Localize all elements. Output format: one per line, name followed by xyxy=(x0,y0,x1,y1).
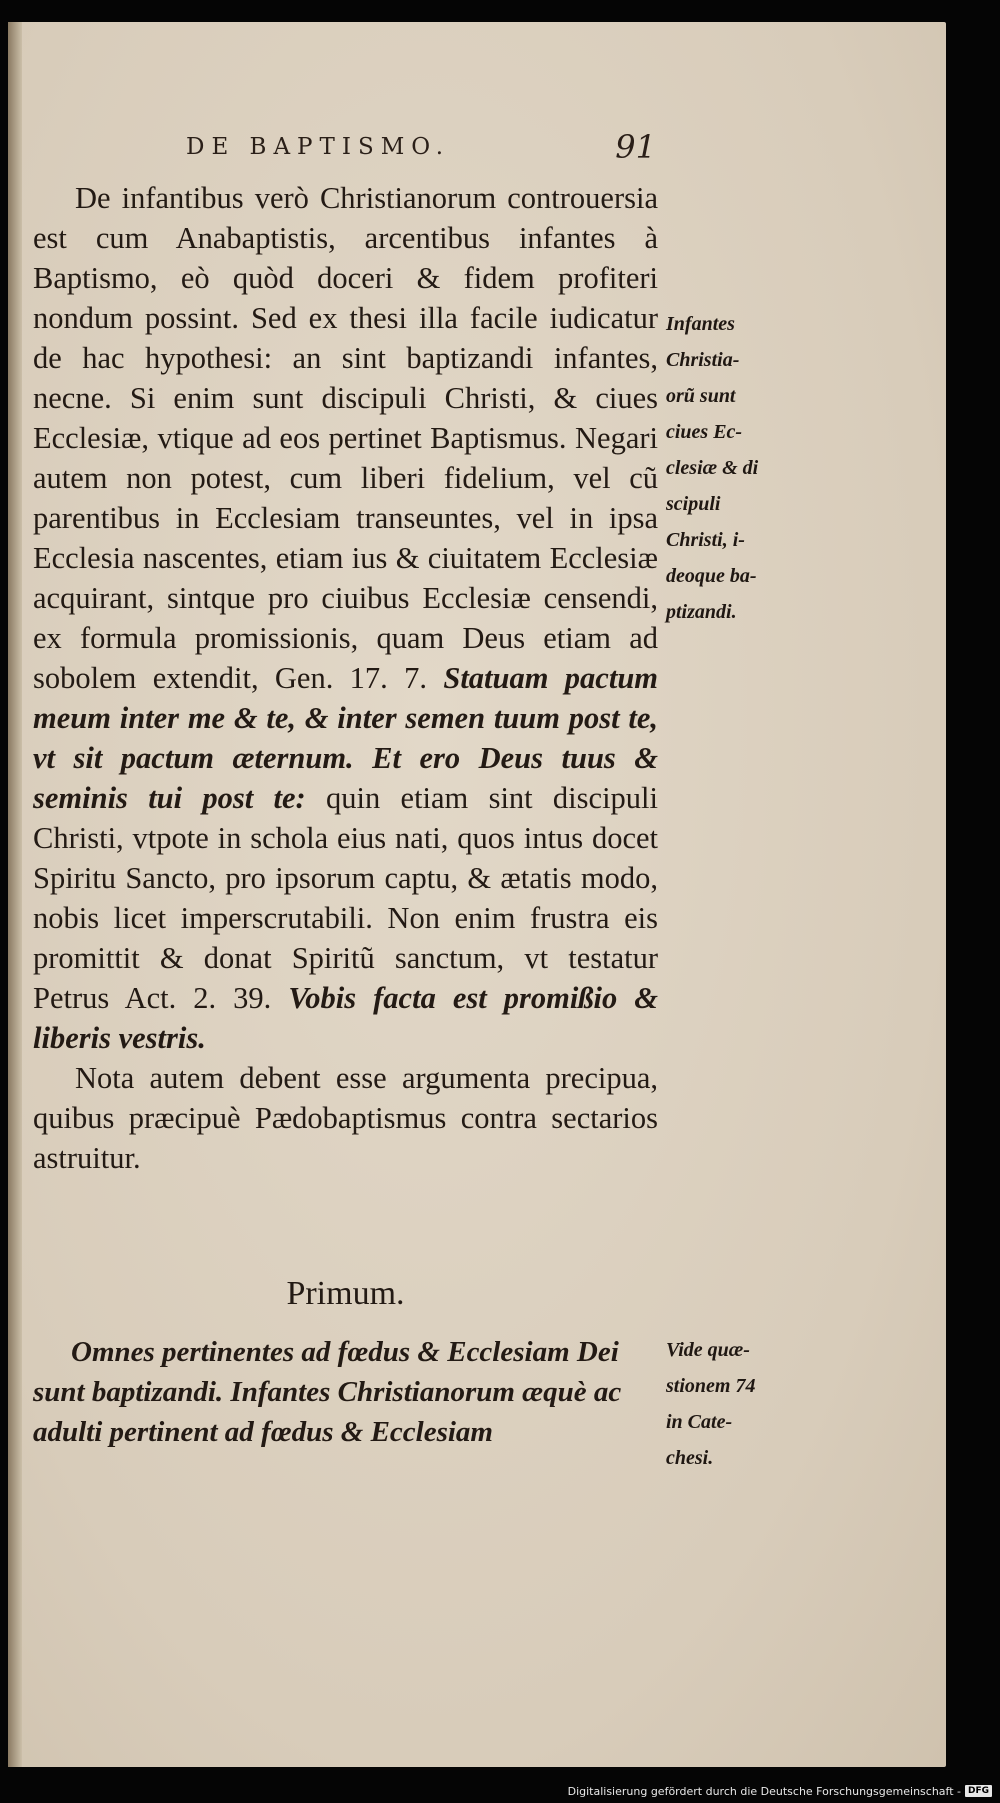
paragraph-1 xyxy=(33,178,658,1058)
margin-note-2: Vide quæ- stionem 74 in Cate- chesi. xyxy=(666,1339,756,1469)
italic-paragraph: Omnes pertinentes ad fœdus & Ecclesiam Dei sunt baptizandi. Infantes Christianorum æquè ac adulti pertinent ad fœdus & Ecclesiam xyxy=(33,1336,622,1448)
running-header xyxy=(186,130,656,166)
digitization-footer xyxy=(568,1782,992,1800)
scripture-quote-acts: Vobis facta est promißio & liberis vestris. xyxy=(33,981,659,1055)
main-text-block xyxy=(33,178,658,1178)
footer-credit: Digitalisierung gefördert durch die Deutsche Forschungsgemeinschaft - xyxy=(567,1784,961,1798)
italic-text-block xyxy=(33,1332,658,1452)
running-title: DE BAPTISMO. xyxy=(186,134,451,160)
paragraph-2: Nota autem debent esse argumenta precipua, quibus præcipuè Pædobaptismus contra sectarios astruitur. xyxy=(33,1061,658,1175)
book-page xyxy=(8,22,946,1767)
margin-note-1: Infantes Christia- orũ sunt ciues Ec- clesiæ & di scipuli Christi, i- deoque ba- ptizandi. xyxy=(666,313,759,623)
section-heading: Primum. xyxy=(286,1275,405,1312)
page-spine-shadow xyxy=(8,22,22,1767)
page-number: 91 xyxy=(615,128,656,166)
dfg-logo: DFG xyxy=(965,1785,992,1797)
paragraph-1-text-b: quin etiam sint discipuli Christi, vtpote in schola eius nati, quos intus docet Spiritu Sancto, pro ipsorum captu, & ætatis modo, nobis licet imperscrutabili. Non enim frustra eis promittit & donat Spiritũ sanctum, vt testatur Petrus Act. 2. 39. xyxy=(33,781,658,1015)
scripture-quote-genesis: Statuam pactum meum inter me & te, & inter semen tuum post te, vt sit pactum æternum. Et ero Deus tuus & seminis tui post te: xyxy=(33,661,659,815)
paragraph-1-text-a: De infantibus verò Christianorum controuersia est cum Anabaptistis, arcentibus infantes à Baptismo, eò quòd doceri & fidem profiteri nondum possint. Sed ex thesi illa facile iudicatur de hac hypothesi: an sint baptizandi infantes, necne. Si enim sunt discipuli Christi, & ciues Ecclesiæ, vtique ad eos pertinet Baptismus. Negari autem non potest, cum liberi fidelium, vel cũ parentibus in Ecclesiam transeuntes, vel in ipsa Ecclesia nascentes, etiam ius & ciuitatem Ecclesiæ acquirant, sintque pro ciuibus Ecclesiæ censendi, ex formula promissionis, quam Deus etiam ad sobolem extendit, Gen. 17. 7. xyxy=(33,181,658,695)
